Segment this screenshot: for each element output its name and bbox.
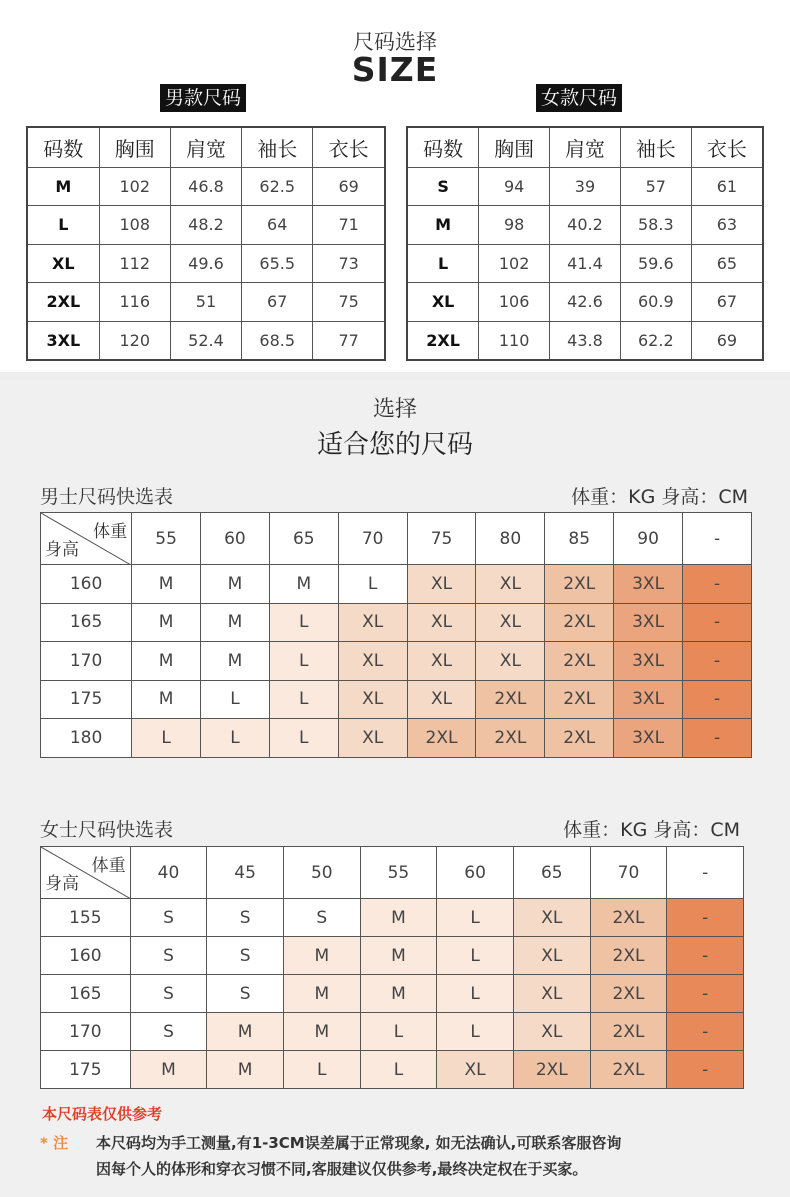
measure-cell: 51: [170, 283, 241, 322]
table-row: [27, 283, 385, 322]
size-cell: S: [130, 899, 207, 937]
size-cell: S: [130, 937, 207, 975]
height-cell: 180: [41, 719, 132, 758]
measure-cell: 112: [99, 244, 170, 283]
size-cell: XL: [437, 1051, 514, 1089]
measure-cell: 110: [479, 321, 550, 360]
table-row: [27, 321, 385, 360]
size-cell: 2XL: [513, 1051, 590, 1089]
measure-cell: 68.5: [242, 321, 313, 360]
measure-cell: 73: [313, 244, 385, 283]
measure-cell: 62.5: [242, 167, 313, 206]
weight-header: 85: [545, 513, 614, 565]
size-select-subtitle: 尺码选择: [353, 30, 437, 54]
corner-weight-label: 体重: [93, 522, 128, 542]
column-header: 袖长: [620, 127, 691, 167]
height-row: [41, 1013, 744, 1051]
women-quick-title: 女士尺码快选表: [40, 819, 174, 841]
size-spec-section: [0, 0, 790, 372]
measure-cell: 65: [691, 244, 763, 283]
weight-header: -: [683, 513, 752, 565]
height-cell: 165: [41, 975, 131, 1013]
height-row: [41, 603, 752, 642]
size-cell: M: [201, 603, 270, 642]
size-cell: 2XL: [407, 719, 476, 758]
weight-header: 90: [614, 513, 683, 565]
size-cell: L: [407, 244, 479, 283]
column-header: 肩宽: [170, 127, 241, 167]
size-cell: L: [437, 1013, 514, 1051]
note-title: 本尺码表仅供参考: [42, 1105, 163, 1123]
size-cell: XL: [27, 244, 99, 283]
measure-cell: 64: [242, 206, 313, 245]
size-cell: M: [207, 1051, 284, 1089]
size-cell: M: [283, 975, 360, 1013]
size-cell: 3XL: [614, 603, 683, 642]
size-cell: L: [269, 603, 338, 642]
size-cell: -: [667, 1013, 744, 1051]
size-cell: 2XL: [545, 565, 614, 604]
size-cell: S: [130, 1013, 207, 1051]
measure-cell: 98: [479, 206, 550, 245]
size-cell: 3XL: [614, 642, 683, 681]
measure-cell: 67: [691, 283, 763, 322]
table-row: [27, 167, 385, 206]
size-cell: XL: [338, 642, 407, 681]
table-row: [27, 206, 385, 245]
size-cell: XL: [513, 937, 590, 975]
size-cell: 3XL: [614, 680, 683, 719]
column-header: 衣长: [313, 127, 385, 167]
column-header: 码数: [27, 127, 99, 167]
note-line-1: 本尺码均为手工测量,有1-3CM误差属于正常现象, 如无法确认,可联系客服咨询: [96, 1134, 622, 1152]
column-header: 码数: [407, 127, 479, 167]
height-cell: 160: [41, 937, 131, 975]
height-cell: 170: [41, 1013, 131, 1051]
size-cell: L: [201, 719, 270, 758]
height-row: [41, 719, 752, 758]
note-star: * 注: [40, 1134, 69, 1152]
size-cell: XL: [338, 680, 407, 719]
size-cell: L: [132, 719, 201, 758]
measure-cell: 60.9: [620, 283, 691, 322]
height-row: [41, 937, 744, 975]
size-cell: -: [667, 1051, 744, 1089]
women-size-tag: 女款尺码: [536, 84, 622, 112]
size-cell: M: [201, 642, 270, 681]
guide-title: 适合您的尺码: [316, 430, 473, 460]
measure-cell: 108: [99, 206, 170, 245]
size-cell: XL: [338, 603, 407, 642]
height-cell: 175: [41, 680, 132, 719]
size-cell: M: [132, 565, 201, 604]
size-cell: 2XL: [590, 899, 667, 937]
weight-header: 60: [201, 513, 270, 565]
column-header: 胸围: [479, 127, 550, 167]
table-header-row: [407, 127, 763, 167]
height-row: [41, 1051, 744, 1089]
weight-header: 50: [283, 847, 360, 899]
size-cell: XL: [338, 719, 407, 758]
size-title: SIZE: [351, 50, 439, 89]
column-header: 肩宽: [550, 127, 621, 167]
men-quick-title: 男士尺码快选表: [40, 486, 174, 508]
height-row: [41, 680, 752, 719]
size-cell: -: [667, 899, 744, 937]
measure-cell: 49.6: [170, 244, 241, 283]
size-cell: L: [269, 719, 338, 758]
size-cell: S: [207, 937, 284, 975]
table-row: [407, 244, 763, 283]
size-cell: M: [201, 565, 270, 604]
measure-cell: 71: [313, 206, 385, 245]
measure-cell: 48.2: [170, 206, 241, 245]
size-cell: M: [360, 899, 437, 937]
weight-header-row: [41, 847, 744, 899]
height-cell: 155: [41, 899, 131, 937]
size-cell: M: [132, 642, 201, 681]
size-cell: M: [207, 1013, 284, 1051]
corner-weight-label: 体重: [91, 856, 126, 876]
size-cell: -: [683, 642, 752, 681]
measure-cell: 39: [550, 167, 621, 206]
size-cell: XL: [407, 642, 476, 681]
size-cell: 2XL: [545, 719, 614, 758]
size-cell: L: [437, 899, 514, 937]
size-cell: 2XL: [590, 1013, 667, 1051]
height-cell: 165: [41, 603, 132, 642]
size-cell: 3XL: [27, 321, 99, 360]
size-cell: 2XL: [27, 283, 99, 322]
measure-cell: 102: [479, 244, 550, 283]
table-row: [407, 283, 763, 322]
men-quick-table: [40, 512, 752, 758]
measure-cell: 52.4: [170, 321, 241, 360]
size-cell: L: [437, 937, 514, 975]
measure-cell: 120: [99, 321, 170, 360]
measure-cell: 69: [313, 167, 385, 206]
size-cell: -: [667, 975, 744, 1013]
size-cell: 2XL: [545, 642, 614, 681]
size-cell: XL: [407, 680, 476, 719]
size-cell: L: [27, 206, 99, 245]
size-cell: XL: [476, 565, 545, 604]
size-cell: 2XL: [476, 719, 545, 758]
size-cell: -: [667, 937, 744, 975]
table-header-row: [27, 127, 385, 167]
size-cell: 2XL: [545, 603, 614, 642]
section-divider: [0, 372, 790, 380]
corner-cell: [41, 847, 131, 899]
size-cell: 3XL: [614, 565, 683, 604]
measure-cell: 106: [479, 283, 550, 322]
corner-cell: [41, 513, 132, 565]
size-cell: S: [283, 899, 360, 937]
corner-height-label: 身高: [45, 874, 79, 894]
measure-cell: 67: [242, 283, 313, 322]
weight-header: 55: [132, 513, 201, 565]
column-header: 胸围: [99, 127, 170, 167]
measure-cell: 102: [99, 167, 170, 206]
table-row: [27, 244, 385, 283]
measure-cell: 62.2: [620, 321, 691, 360]
measure-cell: 41.4: [550, 244, 621, 283]
size-cell: M: [360, 975, 437, 1013]
size-cell: 2XL: [407, 321, 479, 360]
size-cell: M: [283, 1013, 360, 1051]
measure-cell: 77: [313, 321, 385, 360]
men-size-table: [26, 126, 386, 361]
measure-cell: 69: [691, 321, 763, 360]
size-cell: 2XL: [545, 680, 614, 719]
height-cell: 175: [41, 1051, 131, 1089]
size-cell: S: [130, 975, 207, 1013]
women-size-table: [406, 126, 764, 361]
weight-header: 40: [130, 847, 207, 899]
weight-header: 70: [338, 513, 407, 565]
height-row: [41, 899, 744, 937]
size-cell: M: [360, 937, 437, 975]
measure-cell: 43.8: [550, 321, 621, 360]
size-cell: 3XL: [614, 719, 683, 758]
size-cell: M: [407, 206, 479, 245]
measure-cell: 63: [691, 206, 763, 245]
size-cell: M: [132, 603, 201, 642]
weight-header: 75: [407, 513, 476, 565]
size-cell: L: [201, 680, 270, 719]
size-cell: L: [360, 1051, 437, 1089]
size-cell: M: [130, 1051, 207, 1089]
measure-cell: 58.3: [620, 206, 691, 245]
guide-subtitle: 选择: [372, 397, 417, 422]
size-cell: 2XL: [476, 680, 545, 719]
measure-cell: 40.2: [550, 206, 621, 245]
size-cell: L: [269, 642, 338, 681]
height-row: [41, 565, 752, 604]
size-cell: 2XL: [590, 1051, 667, 1089]
height-cell: 170: [41, 642, 132, 681]
size-cell: XL: [407, 603, 476, 642]
size-cell: M: [27, 167, 99, 206]
size-cell: XL: [407, 283, 479, 322]
note-line-2: 因每个人的体形和穿衣习惯不同,客服建议仅供参考,最终决定权在于买家。: [96, 1160, 588, 1178]
measure-cell: 57: [620, 167, 691, 206]
size-cell: -: [683, 680, 752, 719]
measure-cell: 94: [479, 167, 550, 206]
women-quick-table: [40, 846, 744, 1089]
table-row: [407, 206, 763, 245]
women-quick-unit: 体重：KG 身高：CM: [563, 819, 740, 841]
weight-header: 45: [207, 847, 284, 899]
size-cell: -: [683, 603, 752, 642]
measure-cell: 116: [99, 283, 170, 322]
height-row: [41, 975, 744, 1013]
size-cell: L: [338, 565, 407, 604]
weight-header: 70: [590, 847, 667, 899]
height-cell: 160: [41, 565, 132, 604]
measure-cell: 75: [313, 283, 385, 322]
size-cell: S: [207, 899, 284, 937]
size-cell: 2XL: [590, 937, 667, 975]
table-row: [407, 321, 763, 360]
men-quick-unit: 体重：KG 身高：CM: [571, 486, 748, 508]
size-cell: M: [132, 680, 201, 719]
size-cell: XL: [476, 603, 545, 642]
measure-cell: 61: [691, 167, 763, 206]
measure-cell: 59.6: [620, 244, 691, 283]
size-cell: XL: [476, 642, 545, 681]
measure-cell: 65.5: [242, 244, 313, 283]
size-cell: -: [683, 565, 752, 604]
weight-header: 55: [360, 847, 437, 899]
size-cell: XL: [513, 899, 590, 937]
weight-header: 65: [269, 513, 338, 565]
size-cell: 2XL: [590, 975, 667, 1013]
size-cell: XL: [407, 565, 476, 604]
size-cell: L: [437, 975, 514, 1013]
corner-height-label: 身高: [45, 540, 79, 560]
measure-cell: 46.8: [170, 167, 241, 206]
men-size-tag: 男款尺码: [160, 84, 246, 112]
column-header: 衣长: [691, 127, 763, 167]
column-header: 袖长: [242, 127, 313, 167]
size-cell: XL: [513, 1013, 590, 1051]
measure-cell: 42.6: [550, 283, 621, 322]
size-cell: M: [283, 937, 360, 975]
weight-header: -: [667, 847, 744, 899]
size-cell: -: [683, 719, 752, 758]
size-cell: L: [283, 1051, 360, 1089]
size-cell: L: [269, 680, 338, 719]
quick-select-section: [0, 380, 790, 1197]
size-cell: M: [269, 565, 338, 604]
size-cell: S: [207, 975, 284, 1013]
size-cell: L: [360, 1013, 437, 1051]
size-cell: XL: [513, 975, 590, 1013]
height-row: [41, 642, 752, 681]
weight-header: 80: [476, 513, 545, 565]
weight-header: 60: [437, 847, 514, 899]
table-row: [407, 167, 763, 206]
weight-header: 65: [513, 847, 590, 899]
weight-header-row: [41, 513, 752, 565]
size-cell: S: [407, 167, 479, 206]
